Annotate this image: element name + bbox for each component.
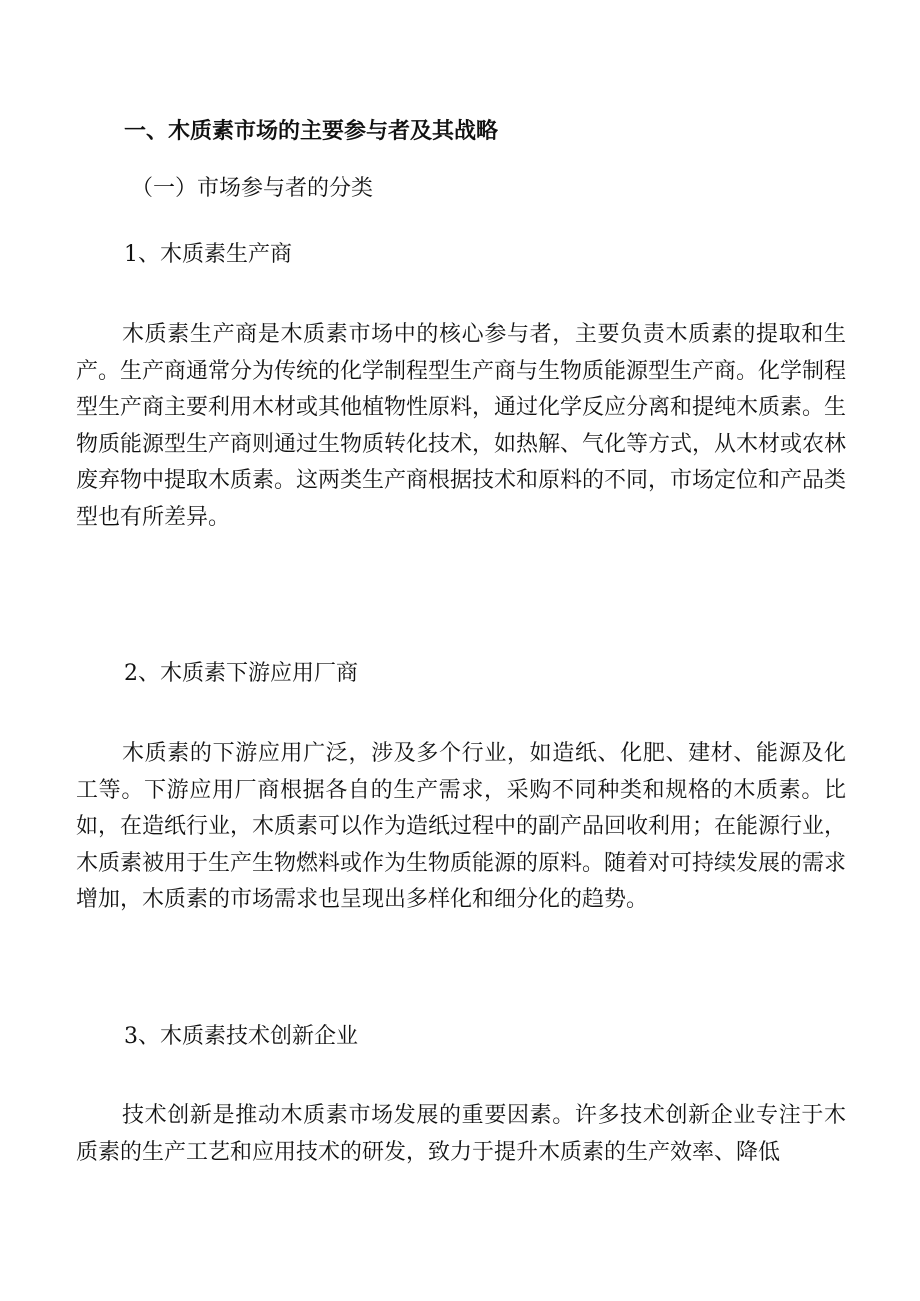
item-heading-downstream: 2、木质素下游应用厂商	[124, 661, 358, 686]
paragraph-downstream: 木质素的下游应用广泛，涉及多个行业，如造纸、化肥、建材、能源及化工等。下游应用厂商根据各自的生产需求，采购不同种类和规格的木质素。比如，在造纸行业，木质素可以作为造纸过程中的副产品回收利用；在能源行业，木质素被用于生产生物燃料或作为生物质能源的原料。随着对可持续发展的需求增加，木质素的市场需求也呈现出多样化和细分化的趋势。	[76, 741, 847, 913]
subsection-title: （一）市场参与者的分类	[131, 176, 374, 201]
item-heading-producers: 1、木质素生产商	[124, 242, 292, 267]
section-title: 一、木质素市场的主要参与者及其战略	[124, 118, 499, 144]
paragraph-producers: 木质素生产商是木质素市场中的核心参与者，主要负责木质素的提取和生产。生产商通常分为传统的化学制程型生产商与生物质能源型生产商。化学制程型生产商主要利用木材或其他植物性原料，通过化学反应分离和提纯木质素。生物质能源型生产商则通过生物质转化技术，如热解、气化等方式，从木材或农林废弃物中提取木质素。这两类生产商根据技术和原料的不同，市场定位和产品类型也有所差异。	[76, 322, 847, 530]
item-heading-innovation: 3、木质素技术创新企业	[124, 1024, 358, 1049]
paragraph-innovation: 技术创新是推动木质素市场发展的重要因素。许多技术创新企业专注于木质素的生产工艺和应用技术的研发，致力于提升木质素的生产效率、降低	[76, 1103, 846, 1165]
